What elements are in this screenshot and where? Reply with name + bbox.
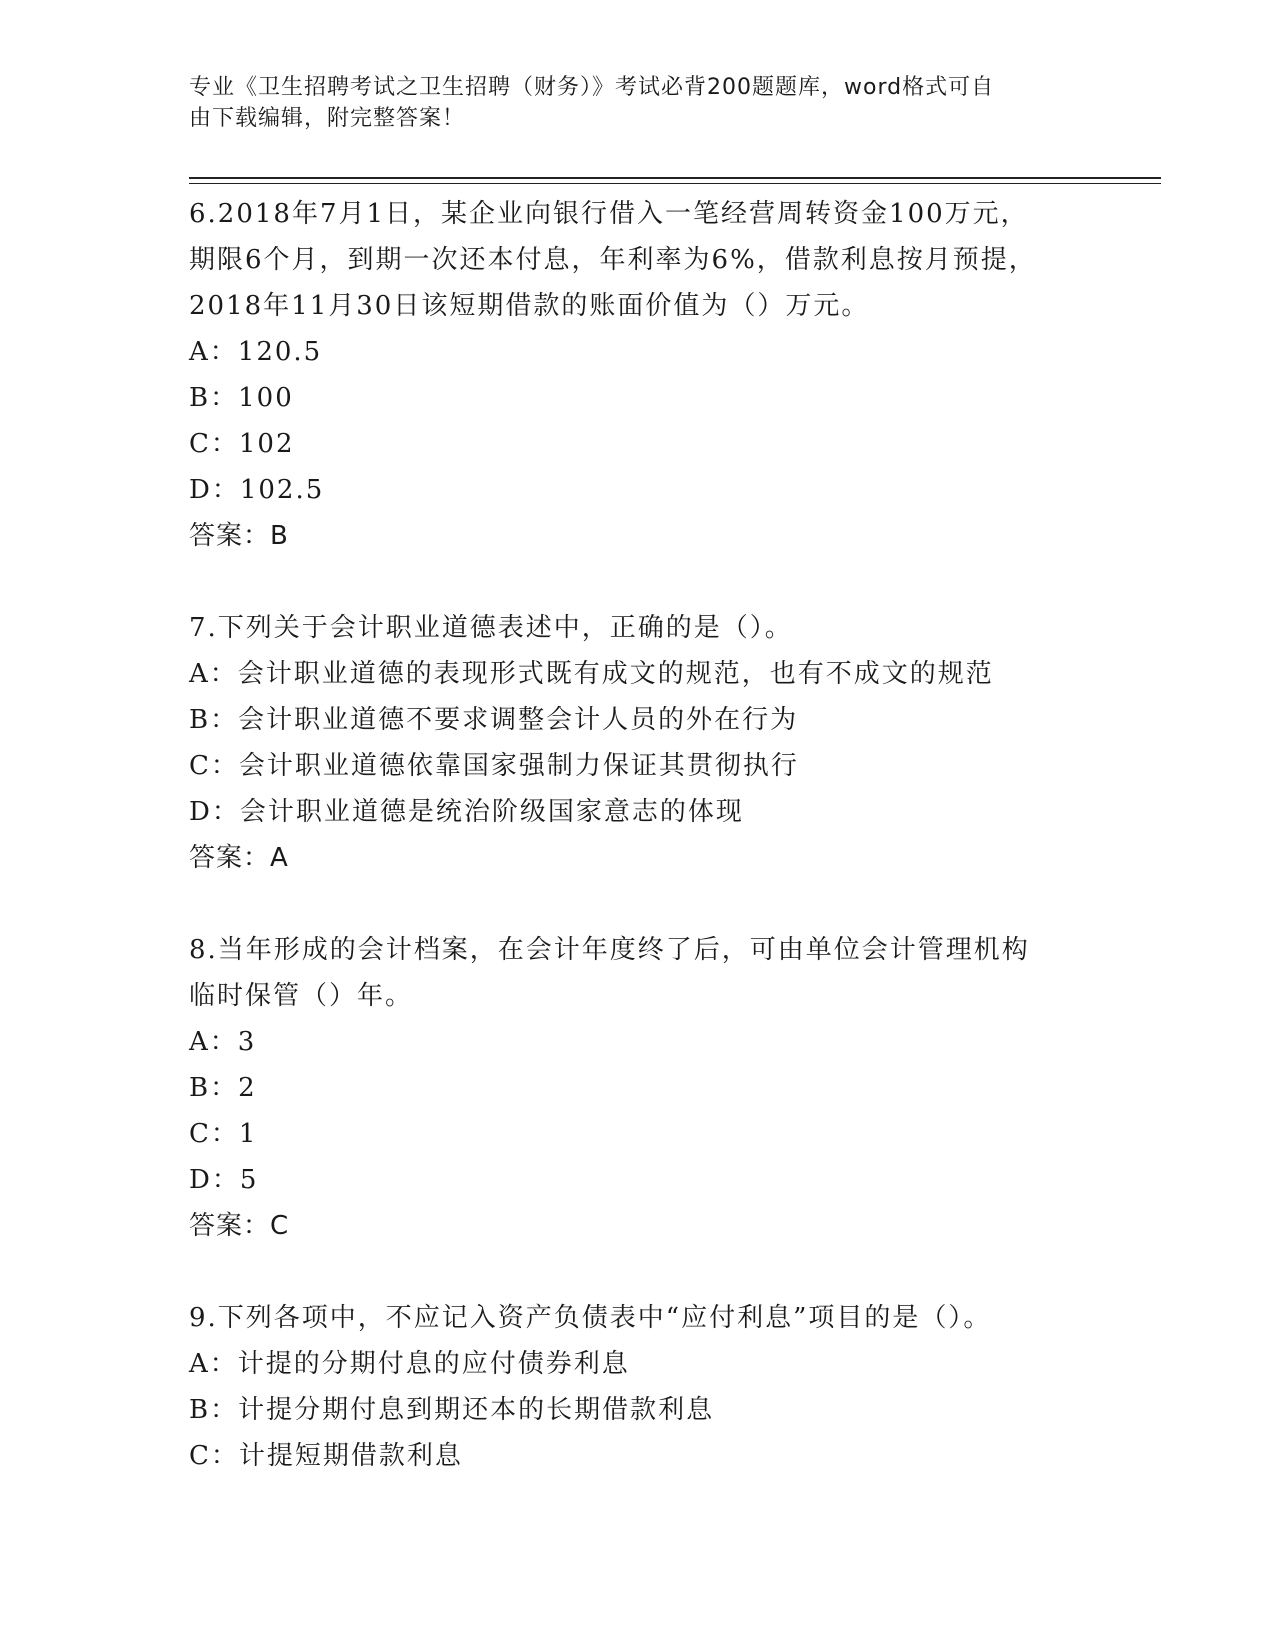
answer-line: 答案：B <box>189 521 289 551</box>
option-a: A：计提的分期付息的应付债券利息 <box>189 1349 630 1379</box>
header-divider-thin <box>189 183 1161 184</box>
option-a: A：3 <box>189 1027 257 1057</box>
option-b: B：2 <box>189 1073 257 1103</box>
option-b: B：100 <box>189 383 294 413</box>
question-stem: 7.下列关于会计职业道德表述中，正确的是（）。 <box>189 613 793 643</box>
answer-line: 答案：A <box>189 843 289 873</box>
option-c: C：计提短期借款利息 <box>189 1441 463 1471</box>
question-block <box>189 191 1089 559</box>
spacer <box>189 881 1089 927</box>
question-stem: 6.2018年7月1日，某企业向银行借入一笔经营周转资金100万元， <box>189 199 1029 229</box>
question-stem: 期限6个月，到期一次还本付息，年利率为6%，借款利息按月预提， <box>189 245 1037 275</box>
option-c: C：102 <box>189 429 295 459</box>
question-block <box>189 605 1089 881</box>
option-b: B：计提分期付息到期还本的长期借款利息 <box>189 1395 715 1425</box>
option-d: D：5 <box>189 1165 259 1195</box>
question-block <box>189 1295 1089 1479</box>
question-stem: 9.下列各项中，不应记入资产负债表中“应付利息”项目的是（）。 <box>189 1303 992 1333</box>
question-stem: 2018年11月30日该短期借款的账面价值为（）万元。 <box>189 291 870 321</box>
option-a: A：120.5 <box>189 337 323 367</box>
option-c: C：1 <box>189 1119 258 1149</box>
option-d: D：102.5 <box>189 475 325 505</box>
header-line: 由下载编辑，附完整答案！ <box>189 106 466 131</box>
spacer <box>189 559 1089 605</box>
question-list <box>189 191 1089 1479</box>
question-stem: 8.当年形成的会计档案，在会计年度终了后，可由单位会计管理机构 <box>189 935 1030 965</box>
question-stem: 临时保管（）年。 <box>189 981 414 1011</box>
document-header <box>189 72 1069 134</box>
option-c: C：会计职业道德依靠国家强制力保证其贯彻执行 <box>189 751 799 781</box>
option-d: D：会计职业道德是统治阶级国家意志的体现 <box>189 797 744 827</box>
answer-line: 答案：C <box>189 1211 290 1241</box>
question-block <box>189 927 1089 1249</box>
header-divider <box>189 177 1161 179</box>
option-b: B：会计职业道德不要求调整会计人员的外在行为 <box>189 705 799 735</box>
header-line: 专业《卫生招聘考试之卫生招聘（财务）》考试必背200题题库，word格式可自 <box>189 75 995 100</box>
spacer <box>189 1249 1089 1295</box>
option-a: A：会计职业道德的表现形式既有成文的规范，也有不成文的规范 <box>189 659 994 689</box>
